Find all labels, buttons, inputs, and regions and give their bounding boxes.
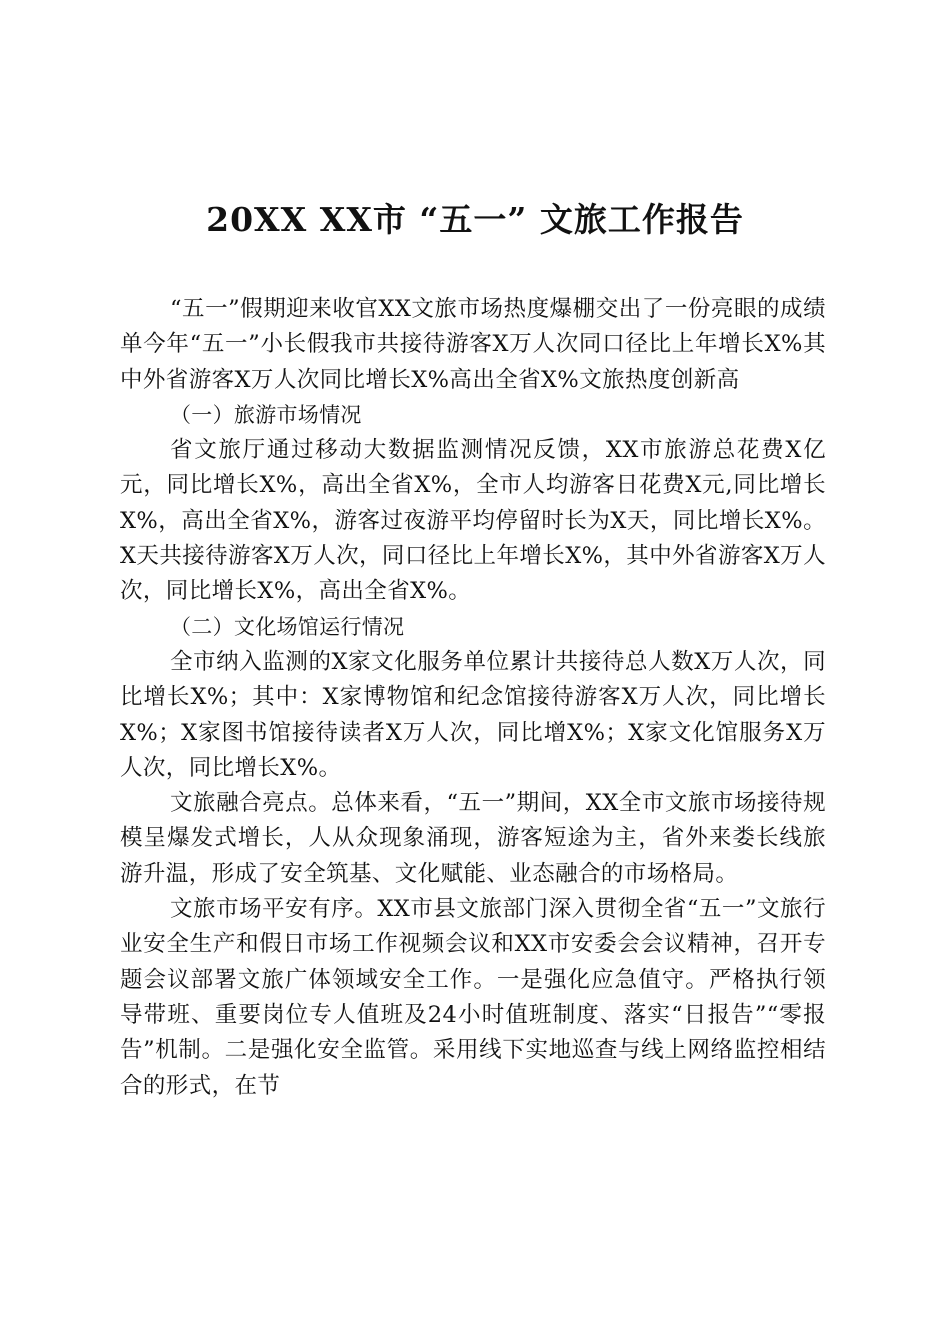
highlights-paragraph: 文旅融合亮点。总体来看，“五一”期间，XX全市文旅市场接待规模呈爆发式增长，人从众现象涌现，游客短途为主，省外来娄长线旅游升温，形成了安全筑基、文化赋能、业态融合的市场格局。: [120, 790, 826, 887]
document-body: [120, 292, 826, 1104]
section-heading-tourism-market: （一）旅游市场情况: [170, 402, 362, 427]
safety-paragraph: 文旅市场平安有序。XX市县文旅部门深入贯彻全省“五一”文旅行业安全生产和假日市场工作视频会议和XX市安委会会议精神，召开专题会议部署文旅广体领域安全工作。一是强化应急值守。严格执行领导带班、重要岗位专人值班及24小时值班制度、落实“日报告”“零报告”机制。二是强化安全监管。采用线下实地巡查与线上网络监控相结合的形式，在节: [120, 896, 826, 1099]
section-heading-cultural-venues: （二）文化场馆运行情况: [170, 614, 405, 639]
document-title: 20XX XX市 “五一” 文旅工作报告: [206, 200, 744, 239]
tourism-market-paragraph: 省文旅厅通过移动大数据监测情况反馈，XX市旅游总花费X亿元，同比增长X%，高出全省X%，全市人均游客日花费X元,同比增长X%，高出全省X%，游客过夜游平均停留时长为X天，同比增长X%。X天共接待游客X万人次，同口径比上年增长X%，其中外省游客X万人次，同比增长X%，高出全省X%。: [120, 437, 826, 605]
cultural-venues-paragraph: 全市纳入监测的X家文化服务单位累计共接待总人数X万人次，同比增长X%；其中：X家博物馆和纪念馆接待游客X万人次，同比增长X%；X家图书馆接待读者X万人次，同比增X%；X家文化馆服务X万人次，同比增长X%。: [120, 648, 826, 781]
intro-paragraph: “五一”假期迎来收官XX文旅市场热度爆棚交出了一份亮眼的成绩单今年“五一”小长假我市共接待游客X万人次同口径比上年增长X%其中外省游客X万人次同比增长X%高出全省X%文旅热度创新高: [120, 296, 826, 393]
